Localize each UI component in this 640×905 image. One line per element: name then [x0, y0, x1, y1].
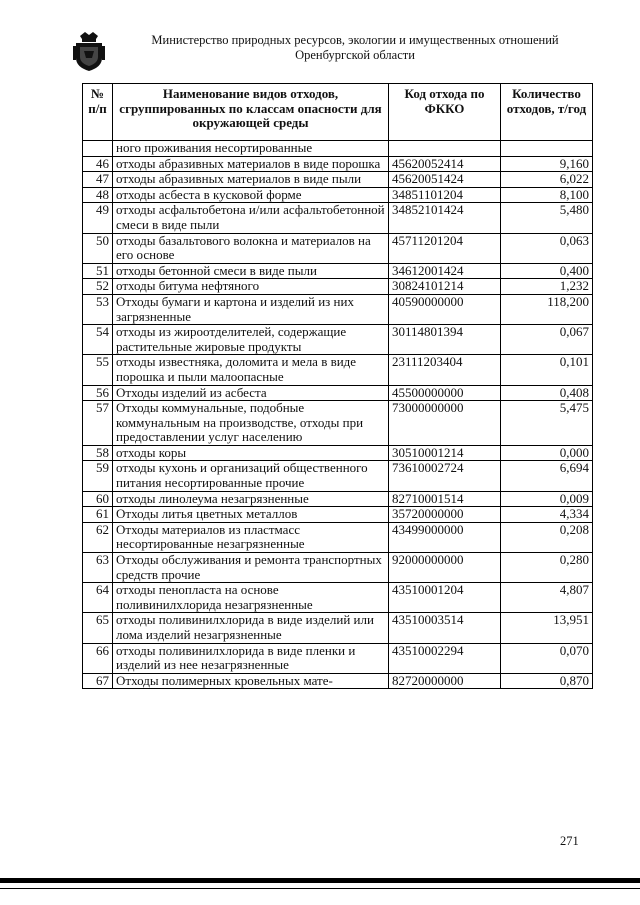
row-number: 53	[83, 294, 113, 324]
waste-name: Отходы обслуживания и ремонта транспортных средств прочие	[113, 553, 389, 583]
waste-code: 40590000000	[389, 294, 501, 324]
col-header-code: Код отхода по ФККО	[389, 84, 501, 141]
waste-code: 34852101424	[389, 203, 501, 233]
row-number: 65	[83, 613, 113, 643]
row-number: 57	[83, 401, 113, 446]
row-number: 62	[83, 522, 113, 552]
waste-code: 43510002294	[389, 643, 501, 673]
waste-code: 82710001514	[389, 491, 501, 507]
table-row	[83, 553, 593, 583]
table-row	[83, 507, 593, 523]
row-number: 67	[83, 673, 113, 689]
table-header-row	[83, 84, 593, 141]
region-name: Оренбургской области	[295, 48, 415, 62]
waste-name: отходы асфальтобетона и/или асфальтобетонной смеси в виде пыли	[113, 203, 389, 233]
footer-rule-thick	[0, 878, 640, 883]
waste-quantity: 6,022	[501, 172, 593, 188]
waste-code: 30510001214	[389, 445, 501, 461]
table-row	[83, 461, 593, 491]
row-number: 66	[83, 643, 113, 673]
waste-name: отходы битума нефтяного	[113, 279, 389, 295]
table-row	[83, 355, 593, 385]
waste-code: 92000000000	[389, 553, 501, 583]
continuation-num	[83, 141, 113, 157]
waste-quantity: 4,807	[501, 583, 593, 613]
waste-quantity: 0,000	[501, 445, 593, 461]
waste-name: отходы абразивных материалов в виде пыли	[113, 172, 389, 188]
waste-name: отходы коры	[113, 445, 389, 461]
waste-name: отходы базальтового волокна и материалов на его основе	[113, 233, 389, 263]
row-number: 49	[83, 203, 113, 233]
waste-name: отходы бетонной смеси в виде пыли	[113, 263, 389, 279]
waste-name: отходы линолеума незагрязненные	[113, 491, 389, 507]
waste-quantity: 0,070	[501, 643, 593, 673]
waste-quantity: 0,067	[501, 325, 593, 355]
waste-name: Отходы коммунальные, подобные коммунальным на производстве, отходы при предоставлении услуг населению	[113, 401, 389, 446]
continuation-row	[83, 141, 593, 157]
table-row	[83, 187, 593, 203]
ministry-header	[120, 33, 590, 63]
waste-name: Отходы изделий из асбеста	[113, 385, 389, 401]
table-row	[83, 233, 593, 263]
waste-quantity: 0,870	[501, 673, 593, 689]
row-number: 51	[83, 263, 113, 279]
waste-name: отходы известняка, доломита и мела в виде порошка и пыли малоопасные	[113, 355, 389, 385]
col-header-name: Наименование видов отходов, сгруппированных по классам опасности для окружающей среды	[113, 84, 389, 141]
waste-code: 23111203404	[389, 355, 501, 385]
row-number: 61	[83, 507, 113, 523]
waste-code: 30824101214	[389, 279, 501, 295]
row-number: 48	[83, 187, 113, 203]
waste-quantity: 1,232	[501, 279, 593, 295]
waste-quantity: 0,400	[501, 263, 593, 279]
waste-code: 43510003514	[389, 613, 501, 643]
waste-code: 73000000000	[389, 401, 501, 446]
table-row	[83, 279, 593, 295]
row-number: 55	[83, 355, 113, 385]
waste-quantity: 5,475	[501, 401, 593, 446]
waste-quantity: 5,480	[501, 203, 593, 233]
table-row	[83, 325, 593, 355]
waste-quantity: 13,951	[501, 613, 593, 643]
waste-code: 34612001424	[389, 263, 501, 279]
waste-code: 45620051424	[389, 172, 501, 188]
waste-quantity: 0,101	[501, 355, 593, 385]
waste-quantity: 4,334	[501, 507, 593, 523]
row-number: 47	[83, 172, 113, 188]
table-row	[83, 156, 593, 172]
waste-name: отходы абразивных материалов в виде порошка	[113, 156, 389, 172]
waste-quantity: 0,408	[501, 385, 593, 401]
waste-name: отходы кухонь и организаций общественного питания несортированные прочие	[113, 461, 389, 491]
waste-code: 30114801394	[389, 325, 501, 355]
row-number: 58	[83, 445, 113, 461]
table-row	[83, 294, 593, 324]
waste-name: отходы поливинилхлорида в виде изделий или лома изделий незагрязненные	[113, 613, 389, 643]
row-number: 54	[83, 325, 113, 355]
page-number: 271	[560, 834, 579, 848]
col-header-quantity: Количество отходов, т/год	[501, 84, 593, 141]
table-row	[83, 172, 593, 188]
table-row	[83, 263, 593, 279]
waste-name: отходы поливинилхлорида в виде пленки и изделий из нее незагрязненные	[113, 643, 389, 673]
continuation-text: ного проживания несортированные	[113, 141, 389, 157]
continuation-code	[389, 141, 501, 157]
waste-code: 34851101204	[389, 187, 501, 203]
waste-name: отходы асбеста в кусковой форме	[113, 187, 389, 203]
waste-quantity: 8,100	[501, 187, 593, 203]
table-row	[83, 385, 593, 401]
waste-name: Отходы бумаги и картона и изделий из них загрязненные	[113, 294, 389, 324]
table-row	[83, 491, 593, 507]
coat-of-arms-icon	[72, 30, 106, 72]
row-number: 50	[83, 233, 113, 263]
waste-code: 43510001204	[389, 583, 501, 613]
table-row	[83, 673, 593, 689]
waste-quantity: 0,063	[501, 233, 593, 263]
row-number: 56	[83, 385, 113, 401]
waste-quantity: 0,208	[501, 522, 593, 552]
row-number: 46	[83, 156, 113, 172]
table-row	[83, 401, 593, 446]
waste-quantity: 9,160	[501, 156, 593, 172]
row-number: 64	[83, 583, 113, 613]
row-number: 60	[83, 491, 113, 507]
continuation-qty	[501, 141, 593, 157]
waste-quantity: 6,694	[501, 461, 593, 491]
row-number: 63	[83, 553, 113, 583]
waste-code: 45711201204	[389, 233, 501, 263]
table-row	[83, 583, 593, 613]
waste-code: 82720000000	[389, 673, 501, 689]
waste-code: 73610002724	[389, 461, 501, 491]
table-row	[83, 445, 593, 461]
waste-quantity: 0,280	[501, 553, 593, 583]
waste-table	[82, 83, 593, 689]
table-row	[83, 643, 593, 673]
col-header-number: № п/п	[83, 84, 113, 141]
waste-name: отходы пенопласта на основе поливинилхлорида незагрязненные	[113, 583, 389, 613]
waste-code: 45500000000	[389, 385, 501, 401]
table-row	[83, 613, 593, 643]
table-body	[83, 141, 593, 689]
waste-code: 43499000000	[389, 522, 501, 552]
table-row	[83, 522, 593, 552]
waste-quantity: 0,009	[501, 491, 593, 507]
waste-name: Отходы полимерных кровельных мате-	[113, 673, 389, 689]
row-number: 52	[83, 279, 113, 295]
ministry-name: Министерство природных ресурсов, экологии и имущественных отношений	[151, 33, 559, 47]
footer-rule-thin	[0, 888, 640, 889]
waste-name: отходы из жироотделителей, содержащие растительные жировые продукты	[113, 325, 389, 355]
waste-name: Отходы материалов из пластмасс несортированные незагрязненные	[113, 522, 389, 552]
table-row	[83, 203, 593, 233]
waste-code: 35720000000	[389, 507, 501, 523]
row-number: 59	[83, 461, 113, 491]
waste-quantity: 118,200	[501, 294, 593, 324]
waste-code: 45620052414	[389, 156, 501, 172]
waste-name: Отходы литья цветных металлов	[113, 507, 389, 523]
